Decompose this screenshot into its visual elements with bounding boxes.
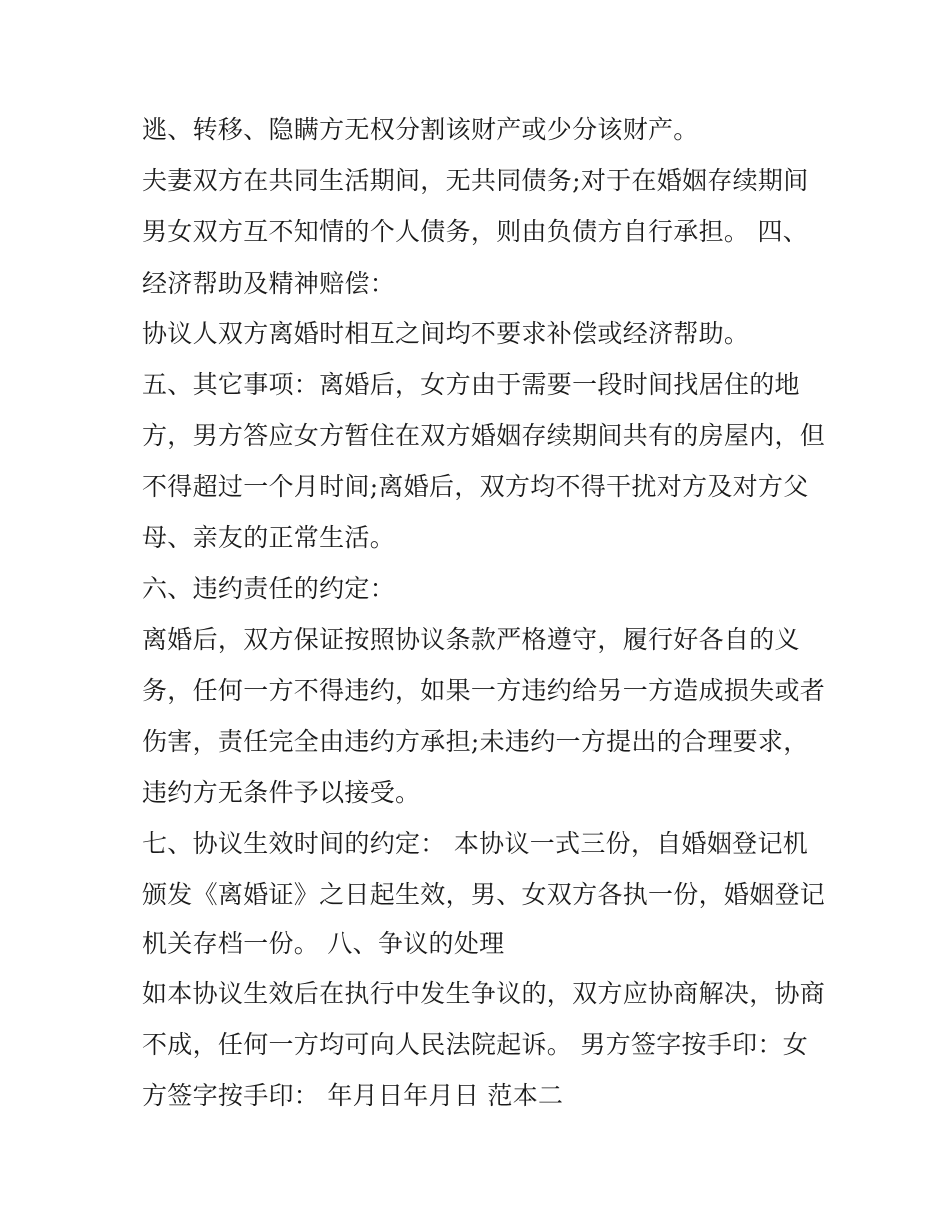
text-line: 机关存档一份。 八、争议的处理 [142, 929, 505, 958]
text-line: 五、其它事项：离婚后，女方由于需要一段时间找居住的地 [142, 370, 800, 399]
text-line: 如本协议生效后在执行中发生争议的，双方应协商解决，协商 [142, 979, 826, 1008]
text-line: 离婚后，双方保证按照协议条款严格遵守，履行好各自的义 [142, 625, 800, 654]
text-line: 夫妻双方在共同生活期间，无共同债务;对于在婚姻存续期间 [142, 166, 809, 195]
text-line: 六、违约责任的约定： [142, 574, 396, 603]
text-line: 不得超过一个月时间;离婚后，双方均不得干扰对方及对方父 [142, 472, 809, 501]
text-line: 违约方无条件予以接受。 [142, 778, 421, 807]
text-line: 逃、转移、隐瞒方无权分割该财产或少分该财产。 [142, 115, 699, 144]
text-line: 伤害，责任完全由违约方承担;未违约一方提出的合理要求， [142, 727, 809, 756]
text-line: 方，男方答应女方暂住在双方婚姻存续期间共有的房屋内，但 [142, 421, 826, 450]
text-line: 协议人双方离婚时相互之间均不要求补偿或经济帮助。 [142, 319, 750, 348]
text-line: 不成，任何一方均可向人民法院起诉。 男方签字按手印：女 [142, 1030, 809, 1059]
text-line: 男女双方互不知情的个人债务，则由负债方自行承担。 四、 [142, 217, 809, 246]
text-line: 颁发《离婚证》之日起生效，男、女双方各执一份，婚姻登记 [142, 880, 826, 909]
text-line: 方签字按手印： 年月日年月日 范本二 [142, 1081, 564, 1110]
text-line: 母、亲友的正常生活。 [142, 523, 396, 552]
text-line: 七、协议生效时间的约定： 本协议一式三份，自婚姻登记机 [142, 829, 809, 858]
text-line: 务，任何一方不得违约，如果一方违约给另一方造成损失或者 [142, 676, 826, 705]
text-line: 经济帮助及精神赔偿： [142, 269, 396, 298]
